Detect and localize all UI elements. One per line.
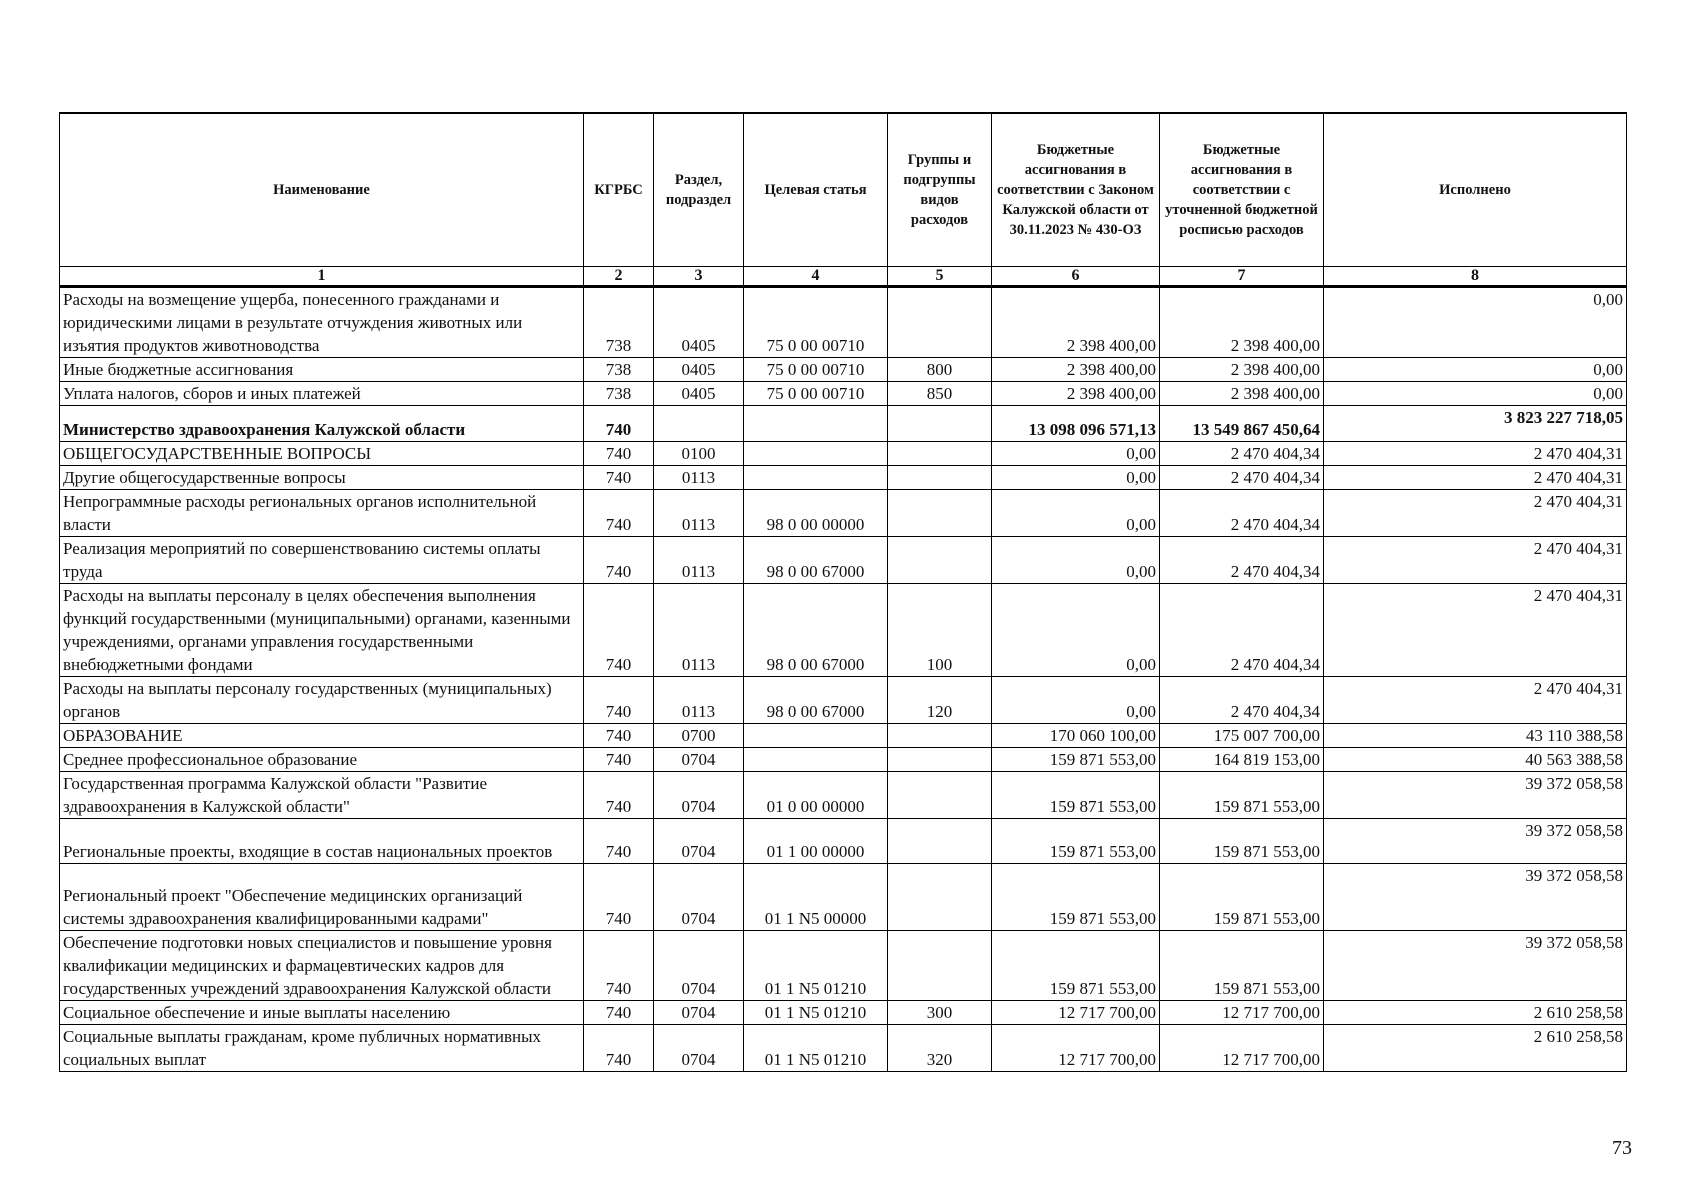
row-kgrbs: 738: [584, 287, 654, 358]
column-number: 8: [1324, 267, 1627, 287]
row-section: 0113: [654, 537, 744, 584]
row-section: 0704: [654, 819, 744, 864]
row-law-amount: 170 060 100,00: [992, 724, 1160, 748]
row-target-article: 01 1 N5 00000: [744, 864, 888, 931]
row-kgrbs: 738: [584, 382, 654, 406]
row-refined-amount: 2 470 404,34: [1160, 490, 1324, 537]
table-body: [60, 287, 1627, 1072]
row-law-amount: 0,00: [992, 537, 1160, 584]
table-row: [60, 864, 1627, 931]
row-name: ОБРАЗОВАНИЕ: [60, 724, 584, 748]
row-executed-amount: 43 110 388,58: [1324, 724, 1627, 748]
row-expense-group: 120: [888, 677, 992, 724]
row-refined-amount: 175 007 700,00: [1160, 724, 1324, 748]
row-executed-amount: 2 470 404,31: [1324, 442, 1627, 466]
row-section: 0113: [654, 490, 744, 537]
row-target-article: 01 1 00 00000: [744, 819, 888, 864]
row-target-article: 75 0 00 00710: [744, 382, 888, 406]
row-law-amount: 159 871 553,00: [992, 819, 1160, 864]
row-law-amount: 159 871 553,00: [992, 931, 1160, 1001]
row-kgrbs: 740: [584, 724, 654, 748]
column-header-law-appropriations: Бюджетные ассигнования в соответствии с Законом Калужской области от 30.11.2023 № 430-ОЗ: [992, 113, 1160, 267]
row-section: 0113: [654, 677, 744, 724]
row-law-amount: 0,00: [992, 490, 1160, 537]
table-row: [60, 406, 1627, 442]
row-law-amount: 159 871 553,00: [992, 772, 1160, 819]
row-executed-amount: 2 610 258,58: [1324, 1001, 1627, 1025]
row-expense-group: 100: [888, 584, 992, 677]
row-refined-amount: 12 717 700,00: [1160, 1001, 1324, 1025]
row-expense-group: 850: [888, 382, 992, 406]
column-header-refined-appropriations: Бюджетные ассигнования в соответствии с уточненной бюджетной росписью расходов: [1160, 113, 1324, 267]
table-row: [60, 677, 1627, 724]
row-expense-group: [888, 931, 992, 1001]
column-header-section: Раздел, подраздел: [654, 113, 744, 267]
row-target-article: 98 0 00 67000: [744, 677, 888, 724]
row-executed-amount: 39 372 058,58: [1324, 772, 1627, 819]
row-target-article: 75 0 00 00710: [744, 358, 888, 382]
row-expense-group: [888, 864, 992, 931]
table-row: [60, 584, 1627, 677]
row-refined-amount: 2 470 404,34: [1160, 537, 1324, 584]
row-target-article: [744, 748, 888, 772]
row-target-article: [744, 466, 888, 490]
row-law-amount: 2 398 400,00: [992, 382, 1160, 406]
row-section: 0704: [654, 864, 744, 931]
row-section: 0405: [654, 358, 744, 382]
row-refined-amount: 159 871 553,00: [1160, 819, 1324, 864]
row-section: 0405: [654, 382, 744, 406]
row-kgrbs: 740: [584, 442, 654, 466]
row-refined-amount: 2 470 404,34: [1160, 584, 1324, 677]
row-law-amount: 159 871 553,00: [992, 748, 1160, 772]
row-refined-amount: 159 871 553,00: [1160, 772, 1324, 819]
row-section: 0704: [654, 1001, 744, 1025]
row-name: Расходы на выплаты персоналу государственных (муниципальных) органов: [60, 677, 584, 724]
row-executed-amount: 40 563 388,58: [1324, 748, 1627, 772]
row-refined-amount: 2 398 400,00: [1160, 358, 1324, 382]
row-expense-group: [888, 772, 992, 819]
row-expense-group: [888, 466, 992, 490]
column-number-row: [60, 267, 1627, 287]
row-target-article: 01 0 00 00000: [744, 772, 888, 819]
row-target-article: 98 0 00 67000: [744, 537, 888, 584]
row-kgrbs: 740: [584, 864, 654, 931]
row-target-article: 01 1 N5 01210: [744, 1025, 888, 1072]
row-name: Среднее профессиональное образование: [60, 748, 584, 772]
row-name: ОБЩЕГОСУДАРСТВЕННЫЕ ВОПРОСЫ: [60, 442, 584, 466]
row-name: Другие общегосударственные вопросы: [60, 466, 584, 490]
budget-table: [59, 112, 1627, 1072]
row-section: 0405: [654, 287, 744, 358]
row-name: Реализация мероприятий по совершенствованию системы оплаты труда: [60, 537, 584, 584]
row-kgrbs: 740: [584, 1025, 654, 1072]
row-expense-group: [888, 406, 992, 442]
table-row: [60, 382, 1627, 406]
row-kgrbs: 740: [584, 931, 654, 1001]
row-law-amount: 0,00: [992, 466, 1160, 490]
row-law-amount: 2 398 400,00: [992, 358, 1160, 382]
table-row: [60, 537, 1627, 584]
row-section: 0113: [654, 466, 744, 490]
row-law-amount: 13 098 096 571,13: [992, 406, 1160, 442]
row-expense-group: 800: [888, 358, 992, 382]
row-executed-amount: 2 470 404,31: [1324, 537, 1627, 584]
row-kgrbs: 740: [584, 406, 654, 442]
row-name: Иные бюджетные ассигнования: [60, 358, 584, 382]
page-number: 73: [1612, 1137, 1632, 1159]
row-target-article: [744, 406, 888, 442]
row-kgrbs: 740: [584, 677, 654, 724]
row-refined-amount: 2 398 400,00: [1160, 382, 1324, 406]
row-law-amount: 159 871 553,00: [992, 864, 1160, 931]
row-executed-amount: 2 470 404,31: [1324, 466, 1627, 490]
row-expense-group: 320: [888, 1025, 992, 1072]
row-executed-amount: 39 372 058,58: [1324, 931, 1627, 1001]
table-row: [60, 772, 1627, 819]
row-kgrbs: 738: [584, 358, 654, 382]
row-kgrbs: 740: [584, 537, 654, 584]
row-refined-amount: 159 871 553,00: [1160, 864, 1324, 931]
column-header-name: Наименование: [60, 113, 584, 267]
row-section: [654, 406, 744, 442]
row-executed-amount: 0,00: [1324, 287, 1627, 358]
row-name: Министерство здравоохранения Калужской области: [60, 406, 584, 442]
row-expense-group: [888, 490, 992, 537]
row-section: 0704: [654, 931, 744, 1001]
table-row: [60, 724, 1627, 748]
row-target-article: [744, 724, 888, 748]
table-row: [60, 490, 1627, 537]
row-name: Региональный проект "Обеспечение медицинских организаций системы здравоохранения квалифицированными кадрами": [60, 864, 584, 931]
row-target-article: 98 0 00 67000: [744, 584, 888, 677]
row-executed-amount: 0,00: [1324, 382, 1627, 406]
row-expense-group: [888, 724, 992, 748]
row-law-amount: 0,00: [992, 442, 1160, 466]
table-row: [60, 466, 1627, 490]
table-row: [60, 442, 1627, 466]
row-name: Уплата налогов, сборов и иных платежей: [60, 382, 584, 406]
row-refined-amount: 2 470 404,34: [1160, 677, 1324, 724]
row-executed-amount: 2 610 258,58: [1324, 1025, 1627, 1072]
row-name: Обеспечение подготовки новых специалистов и повышение уровня квалификации медицинских и фармацевтических кадров для государственных учреждений здравоохранения Калужской области: [60, 931, 584, 1001]
table-row: [60, 1025, 1627, 1072]
column-header-target: Целевая статья: [744, 113, 888, 267]
row-section: 0704: [654, 748, 744, 772]
row-section: 0100: [654, 442, 744, 466]
row-section: 0704: [654, 1025, 744, 1072]
column-header-expense-group: Группы и подгруппы видов расходов: [888, 113, 992, 267]
table-row: [60, 287, 1627, 358]
column-number: 1: [60, 267, 584, 287]
row-refined-amount: 2 398 400,00: [1160, 287, 1324, 358]
row-kgrbs: 740: [584, 748, 654, 772]
row-name: Социальные выплаты гражданам, кроме публичных нормативных социальных выплат: [60, 1025, 584, 1072]
row-executed-amount: 39 372 058,58: [1324, 819, 1627, 864]
table-row: [60, 358, 1627, 382]
row-expense-group: [888, 537, 992, 584]
row-name: Социальное обеспечение и иные выплаты населению: [60, 1001, 584, 1025]
row-kgrbs: 740: [584, 466, 654, 490]
row-expense-group: [888, 819, 992, 864]
column-number: 7: [1160, 267, 1324, 287]
row-law-amount: 12 717 700,00: [992, 1025, 1160, 1072]
row-executed-amount: 2 470 404,31: [1324, 490, 1627, 537]
row-law-amount: 0,00: [992, 677, 1160, 724]
row-expense-group: [888, 748, 992, 772]
row-refined-amount: 2 470 404,34: [1160, 442, 1324, 466]
row-name: Государственная программа Калужской области "Развитие здравоохранения в Калужской области": [60, 772, 584, 819]
row-kgrbs: 740: [584, 1001, 654, 1025]
row-section: 0704: [654, 772, 744, 819]
row-executed-amount: 39 372 058,58: [1324, 864, 1627, 931]
table-row: [60, 748, 1627, 772]
row-target-article: 01 1 N5 01210: [744, 931, 888, 1001]
row-refined-amount: 13 549 867 450,64: [1160, 406, 1324, 442]
table-row: [60, 931, 1627, 1001]
row-refined-amount: 12 717 700,00: [1160, 1025, 1324, 1072]
row-refined-amount: 2 470 404,34: [1160, 466, 1324, 490]
row-kgrbs: 740: [584, 819, 654, 864]
row-law-amount: 12 717 700,00: [992, 1001, 1160, 1025]
row-section: 0700: [654, 724, 744, 748]
row-name: Непрограммные расходы региональных органов исполнительной власти: [60, 490, 584, 537]
row-target-article: 75 0 00 00710: [744, 287, 888, 358]
row-expense-group: [888, 287, 992, 358]
row-kgrbs: 740: [584, 772, 654, 819]
table-row: [60, 819, 1627, 864]
row-expense-group: 300: [888, 1001, 992, 1025]
row-target-article: 98 0 00 00000: [744, 490, 888, 537]
row-name: Расходы на выплаты персоналу в целях обеспечения выполнения функций государственными (муниципальными) органами, казенными учреждениями, органами управления государственными внебюджетными фондами: [60, 584, 584, 677]
row-executed-amount: 3 823 227 718,05: [1324, 406, 1627, 442]
row-expense-group: [888, 442, 992, 466]
row-law-amount: 2 398 400,00: [992, 287, 1160, 358]
column-header-kgrbs: КГРБС: [584, 113, 654, 267]
row-law-amount: 0,00: [992, 584, 1160, 677]
column-number: 5: [888, 267, 992, 287]
row-name: Региональные проекты, входящие в состав национальных проектов: [60, 819, 584, 864]
column-number: 2: [584, 267, 654, 287]
column-number: 3: [654, 267, 744, 287]
table-row: [60, 1001, 1627, 1025]
row-refined-amount: 159 871 553,00: [1160, 931, 1324, 1001]
column-number: 4: [744, 267, 888, 287]
row-refined-amount: 164 819 153,00: [1160, 748, 1324, 772]
row-kgrbs: 740: [584, 490, 654, 537]
row-executed-amount: 2 470 404,31: [1324, 677, 1627, 724]
column-number: 6: [992, 267, 1160, 287]
header-row: [60, 113, 1627, 267]
row-kgrbs: 740: [584, 584, 654, 677]
row-executed-amount: 0,00: [1324, 358, 1627, 382]
row-section: 0113: [654, 584, 744, 677]
row-target-article: 01 1 N5 01210: [744, 1001, 888, 1025]
column-header-executed: Исполнено: [1324, 113, 1627, 267]
row-name: Расходы на возмещение ущерба, понесенного гражданами и юридическими лицами в результате отчуждения животных или изъятия продуктов животноводства: [60, 287, 584, 358]
row-executed-amount: 2 470 404,31: [1324, 584, 1627, 677]
row-target-article: [744, 442, 888, 466]
